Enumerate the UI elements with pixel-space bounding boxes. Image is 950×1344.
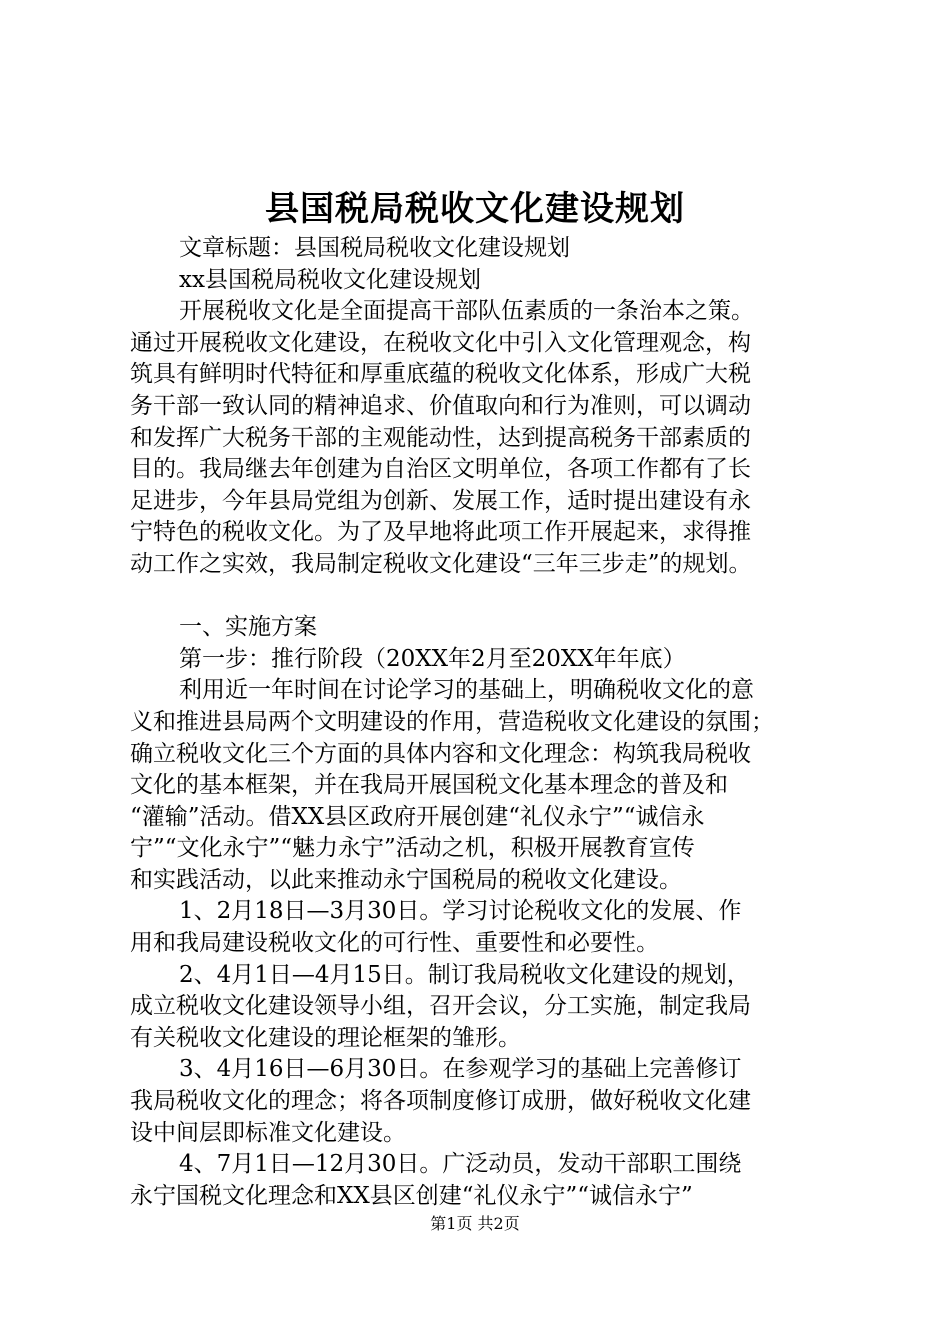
text-line: 3、4月16日—6月30日。在参观学习的基础上完善修订 [179, 1056, 742, 1083]
blank-line [130, 581, 860, 613]
text-line: 筑具有鲜明时代特征和厚重底蕴的税收文化体系，形成广大税 [130, 361, 751, 388]
document-title: 县国税局税收文化建设规划 [265, 189, 685, 229]
text-line: 文章标题：县国税局税收文化建设规划 [179, 235, 570, 261]
text-line: 永宁国税文化理念和XX县区创建“礼仪永宁”“诚信永宁” [130, 1182, 693, 1209]
text-line: 有关税收文化建设的理论框架的雏形。 [130, 1024, 521, 1051]
text-line: 一、实施方案 [179, 614, 317, 641]
text-line: 和实践活动，以此来推动永宁国税局的税收文化建设。 [130, 866, 682, 893]
text-line: 第一步：推行阶段（20XX年2月至20XX年年底） [179, 645, 686, 672]
text-line: 宁”“文化永宁”“魅力永宁”活动之机，积极开展教育宣传 [130, 835, 695, 862]
text-line: 确立税收文化三个方面的具体内容和文化理念：构筑我局税收 [130, 740, 751, 767]
text-line: 成立税收文化建设领导小组，召开会议，分工实施，制定我局 [130, 993, 751, 1020]
text-line: 我局税收文化的理念；将各项制度修订成册，做好税收文化建 [130, 1088, 751, 1115]
text-line: “灌输”活动。借XX县区政府开展创建“礼仪永宁”“诚信永 [130, 803, 705, 830]
text-line: 和发挥广大税务干部的主观能动性，达到提高税务干部素质的 [130, 424, 751, 451]
text-line: 4、7月1日—12月30日。广泛动员，发动干部职工围绕 [179, 1151, 742, 1178]
text-line: 1、2月18日—3月30日。学习讨论税收文化的发展、作 [179, 898, 742, 925]
text-line: 通过开展税收文化建设，在税收文化中引入文化管理观念，构 [130, 329, 751, 356]
text-line: 宁特色的税收文化。为了及早地将此项工作开展起来，求得推 [130, 519, 751, 546]
text-line: 开展税收文化是全面提高干部队伍素质的一条治本之策。 [179, 298, 754, 325]
text-line: 动工作之实效，我局制定税收文化建设“三年三步走”的规划。 [130, 550, 752, 577]
text-line: 足进步，今年县局党组为创新、发展工作，适时提出建设有永 [130, 487, 751, 514]
text-line: 用和我局建设税收文化的可行性、重要性和必要性。 [130, 930, 659, 957]
text-line: 设中间层即标准文化建设。 [130, 1119, 406, 1146]
text-line: 2、4月1日—4月15日。制订我局税收文化建设的规划， [179, 961, 750, 988]
text-line: xx县国税局税收文化建设规划 [179, 266, 481, 293]
text-line: 义和推进县局两个文明建设的作用，营造税收文化建设的氛围； [130, 708, 774, 735]
text-line: 利用近一年时间在讨论学习的基础上，明确税收文化的意 [179, 677, 754, 704]
text-line: 文化的基本框架，并在我局开展国税文化基本理念的普及和 [130, 772, 728, 799]
text-line: 务干部一致认同的精神追求、价值取向和行为准则，可以调动 [130, 392, 751, 419]
page-footer: 第1页 共2页 [430, 1214, 520, 1233]
text-line: 目的。我局继去年创建为自治区文明单位，各项工作都有了长 [130, 456, 751, 483]
document-body [130, 233, 860, 1212]
